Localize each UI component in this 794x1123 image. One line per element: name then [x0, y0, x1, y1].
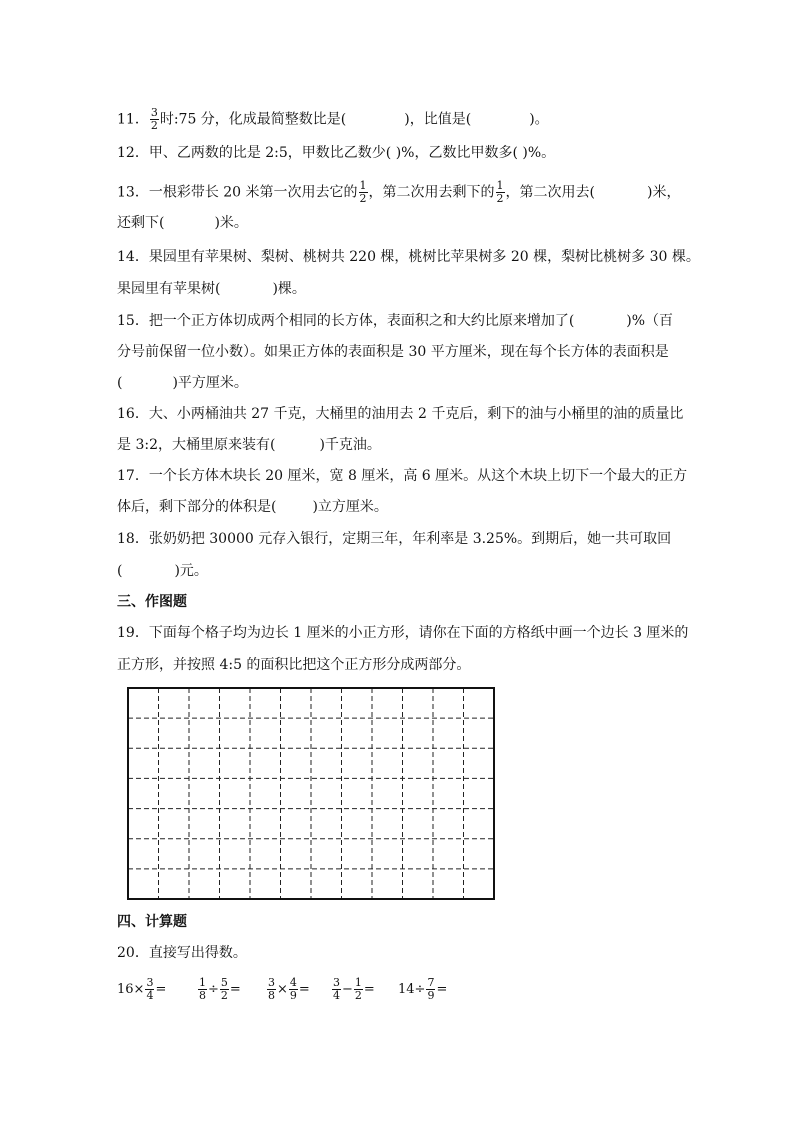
question-19: 19．下面每个格子均为边长 1 厘米的小正方形，请你在下面的方格纸中画一个边长 3 厘米的: [117, 625, 689, 641]
calc-5-fraction: $\frac{7}{9}$: [427, 976, 435, 1002]
q13-fraction-1: $\frac{1}{2}$: [359, 179, 367, 205]
question-17-line-2: 体后，剩下部分的体积是( )立方厘米。: [117, 499, 388, 515]
question-13-line-2: 还剩下( )米。: [117, 215, 248, 231]
question-20: 20．直接写出得数。: [117, 945, 247, 961]
calc-4-fraction-1: $\frac{3}{4}$: [333, 976, 340, 1002]
question-11: 11． $\frac{3}{2}$ 时:75 分，化成最简整数比是( )，比值是( )。: [117, 106, 549, 132]
calc-item-3: $\frac{3}{8}$ × $\frac{4}{9}$ =: [268, 976, 310, 1002]
question-16: 16．大、小两桶油共 27 千克，大桶里的油用去 2 千克后，剩下的油与小桶里的油的质量比: [117, 406, 684, 422]
question-19-line-2: 正方形，并按照 4:5 的面积比把这个正方形分成两部分。: [117, 657, 471, 673]
question-14: 14．果园里有苹果树、梨树、桃树共 220 棵，桃树比苹果树多 20 棵，梨树比桃树多 30 棵。: [117, 249, 700, 265]
question-18-line-2: ( )元。: [117, 563, 208, 579]
calc-3-fraction-1: $\frac{3}{8}$: [268, 976, 275, 1002]
q13-fraction-2: $\frac{1}{2}$: [496, 179, 504, 205]
question-14-line-2: 果园里有苹果树( )棵。: [117, 281, 306, 297]
calc-item-4: $\frac{3}{4}$ − $\frac{1}{2}$ =: [333, 976, 375, 1002]
question-15-line-2: 分号前保留一位小数）。如果正方体的表面积是 30 平方厘米，现在每个长方体的表面积是: [117, 344, 669, 360]
question-17: 17．一个长方体木块长 20 厘米，宽 8 厘米，高 6 厘米。从这个木块上切下一个最大的正方: [117, 468, 688, 484]
question-12: 12．甲、乙两数的比是 2:5，甲数比乙数少( )%，乙数比甲数多( )%。: [117, 145, 556, 161]
question-16-line-2: 是 3:2，大桶里原来装有( )千克油。: [117, 437, 381, 453]
question-15: 15．把一个正方体切成两个相同的长方体，表面积之和大约比原来增加了( )%（百: [117, 313, 674, 329]
section-3-title: 三、作图题: [117, 594, 187, 610]
q11-fraction: $\frac{3}{2}$: [150, 106, 158, 132]
q11-number: 11．: [117, 111, 149, 128]
section-4-title: 四、计算题: [117, 914, 187, 930]
square-grid-paper[interactable]: [127, 687, 495, 900]
calc-2-fraction-2: $\frac{5}{2}$: [220, 976, 228, 1002]
calc-item-2: $\frac{1}{8}$ ÷ $\frac{5}{2}$ =: [199, 976, 241, 1002]
calc-item-5: 14÷ $\frac{7}{9}$ =: [398, 976, 448, 1002]
question-18: 18．张奶奶把 30000 元存入银行，定期三年，年利率是 3.25%。到期后，她一共可取回: [117, 531, 672, 547]
calc-3-fraction-2: $\frac{4}{9}$: [289, 976, 297, 1002]
calc-item-1: 16× $\frac{3}{4}$ =: [117, 976, 167, 1002]
calc-2-fraction-1: $\frac{1}{8}$: [199, 976, 206, 1002]
question-15-line-3: ( )平方厘米。: [117, 375, 248, 391]
calc-4-fraction-2: $\frac{1}{2}$: [354, 976, 362, 1002]
question-13: 13．一根彩带长 20 米第一次用去它的 $\frac{1}{2}$ ，第二次用去剩下的 $\frac{1}{2}$ ，第二次用去( )米，: [117, 179, 681, 205]
calc-1-fraction: $\frac{3}{4}$: [146, 976, 154, 1002]
